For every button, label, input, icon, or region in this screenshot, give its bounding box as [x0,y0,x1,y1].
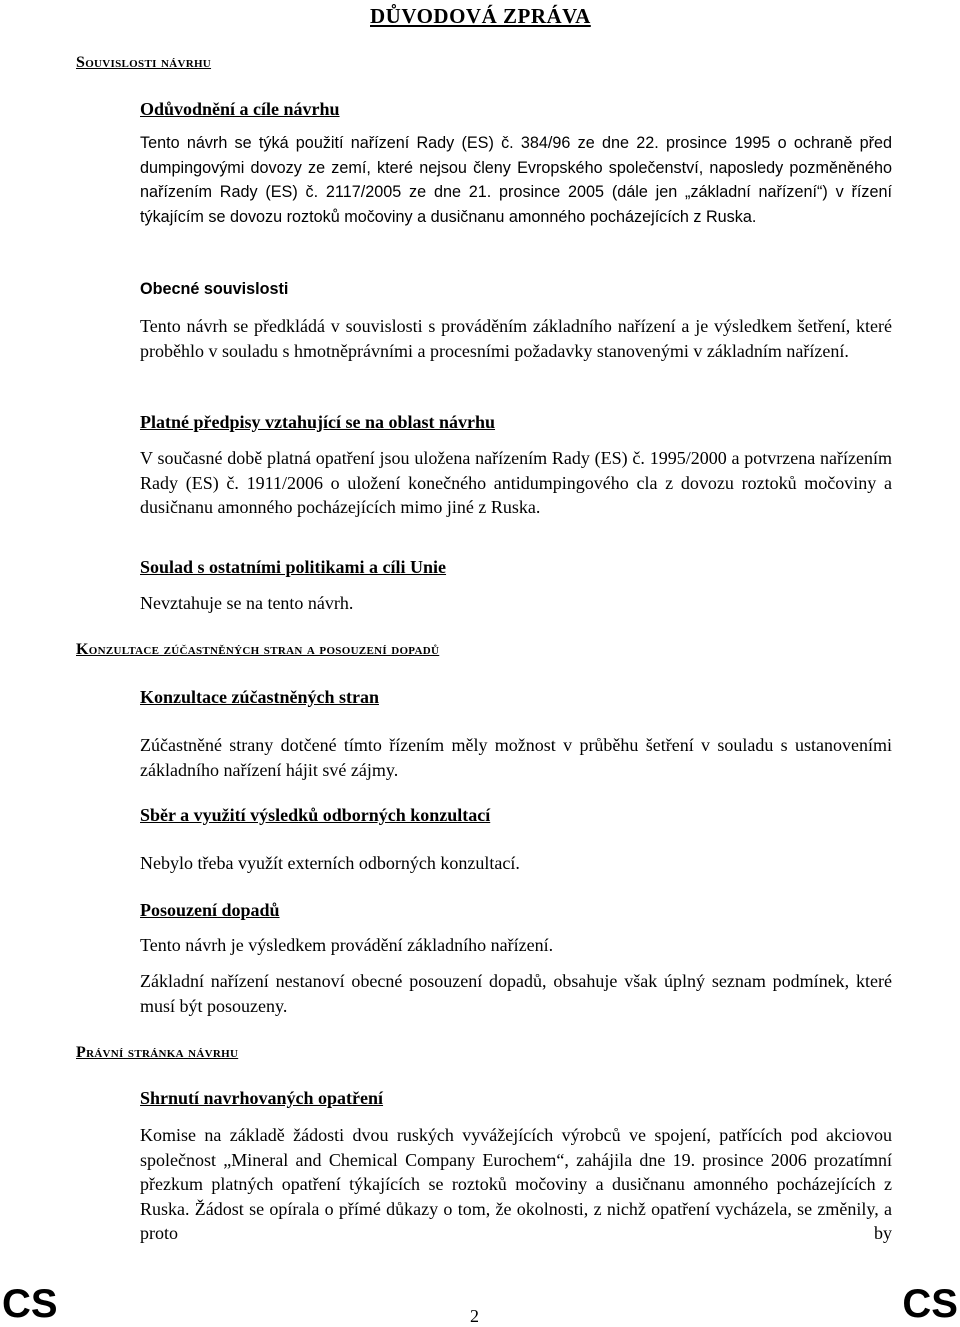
paragraph-grounds: Tento návrh se týká použití nařízení Rady (ES) č. 384/96 ze dne 22. prosince 1995 o ochraně před dumpingovými dovozy ze zemí, které nejsou členy Evropského společenství, naposledy pozměněného nařízením Rady (ES) č. 2117/2005 ze dne 21. prosince 2005 (dále jen „základní nařízení“) v řízení týkajícím se dovozu roztoků močoviny a dusičnanu amonného pocházejících z Ruska. [140,134,892,226]
heading-grounds: Odůvodnění a cíle návrhu [140,99,340,119]
paragraph-consistency: Nevztahuje se na tento návrh. [140,593,354,613]
section-heading-legal: Právní stránka návrhu [76,1044,239,1061]
heading-consultation: Konzultace zúčastněných stran [140,687,379,707]
paragraph-expertise: Nebylo třeba využít externích odborných konzultací. [140,853,520,873]
heading-summary: Shrnutí navrhovaných opatření [140,1088,384,1108]
page-number: 2 [470,1306,479,1326]
heading-impact-assessment: Posouzení dopadů [140,900,280,920]
paragraph-consultation: Zúčastněné strany dotčené tímto řízením měly možnost v průběhu šetření v souladu s ustanoveními základního nařízení hájit své zájmy. [140,735,892,780]
footer-language-left: CS [2,1282,58,1326]
heading-consistency: Soulad s ostatními politikami a cíli Unie [140,557,447,577]
heading-general-context: Obecné souvislosti [140,280,289,298]
section-heading-context: Souvislosti návrhu [76,54,212,71]
heading-existing-provisions: Platné předpisy vztahující se na oblast návrhu [140,412,496,432]
paragraph-impact-assessment-1: Tento návrh je výsledkem provádění základního nařízení. [140,935,554,955]
paragraph-existing-provisions: V současné době platná opatření jsou uložena nařízením Rady (ES) č. 1995/2000 a potvrzena nařízením Rady (ES) č. 1911/2006 o uložení konečného antidumpingového cla z dovozu roztoků močoviny a dusičnanu amonného pocházejících mimo jiné z Ruska. [140,448,892,517]
document-title: DŮVODOVÁ ZPRÁVA [370,4,591,28]
paragraph-general-context: Tento návrh se předkládá v souvislosti s prováděním základního nařízení a je výsledkem šetření, které proběhlo v souladu s hmotněprávními a procesními požadavky stanovenými v základním nařízení. [140,316,892,361]
footer-language-right: CS [902,1282,958,1326]
heading-expertise: Sběr a využití výsledků odborných konzultací [140,805,491,825]
section-heading-consultation: Konzultace zúčastněných stran a posouzení dopadů [76,641,440,658]
paragraph-summary: Komise na základě žádosti dvou ruských vyvážejících výrobců ve spojení, patřících pod akciovou společnost „Mineral and Chemical Company Eurochem“, zahájila dne 19. prosince 2006 prozatímní přezkum platných opatření týkajících se roztoků močoviny a dusičnanu amonného pocházejících z Ruska. Žádost se opírala o přímé důkazy o tom, že okolnosti, z nichž opatření vycházela, se změnily, a proto by [140,1125,892,1243]
paragraph-impact-assessment-2: Základní nařízení nestanoví obecné posouzení dopadů, obsahuje však úplný seznam podmínek, které musí být posouzeny. [140,971,892,1016]
